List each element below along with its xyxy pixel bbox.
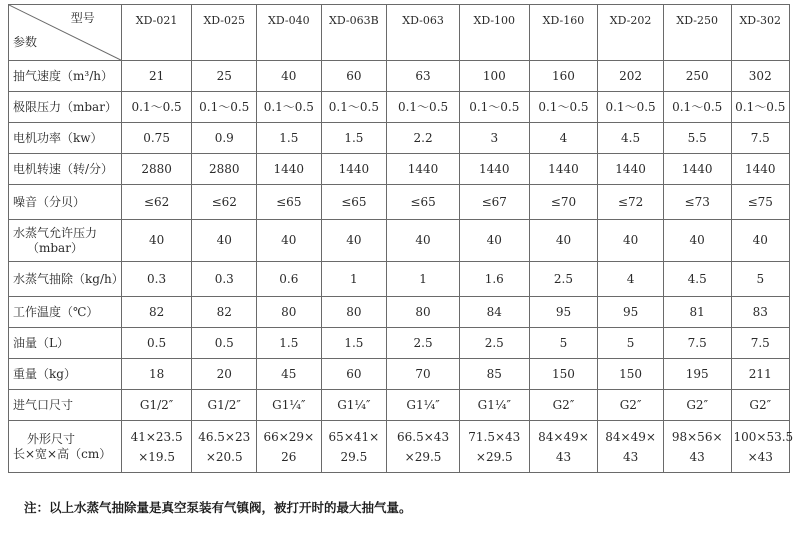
spec-value: 1440	[663, 154, 731, 185]
spec-value: 7.5	[663, 328, 731, 359]
spec-value: 5	[598, 328, 664, 359]
model-header-label: 型号	[70, 11, 95, 25]
dims-value-line: 98×56×	[671, 429, 723, 444]
dims-value-line: 43	[689, 449, 705, 464]
spec-value: 18	[121, 359, 192, 390]
spec-value: 160	[529, 61, 598, 92]
spec-value: 84	[459, 297, 529, 328]
spec-value: 40	[121, 220, 192, 262]
spec-value: 40	[731, 220, 789, 262]
spec-value: 40	[598, 220, 664, 262]
spec-value: ≤73	[663, 185, 731, 220]
spec-value: 1440	[598, 154, 664, 185]
spec-value: 40	[257, 220, 322, 262]
dims-value	[192, 421, 257, 473]
spec-value: 95	[598, 297, 664, 328]
spec-value: 85	[459, 359, 529, 390]
spec-value: 1440	[529, 154, 598, 185]
spec-value: 0.1～0.5	[731, 92, 789, 123]
spec-value: 2.2	[387, 123, 460, 154]
spec-value: 0.1～0.5	[387, 92, 460, 123]
dims-value-line: 43	[622, 449, 639, 464]
spec-row	[9, 123, 790, 154]
spec-value: 2.5	[529, 262, 598, 297]
spec-value: G1¼″	[321, 390, 387, 421]
spec-value: 5	[529, 328, 598, 359]
spec-value: G1¼″	[387, 390, 460, 421]
spec-row	[9, 328, 790, 359]
dims-value	[529, 421, 598, 473]
spec-value: 40	[529, 220, 598, 262]
spec-value: 25	[192, 61, 257, 92]
spec-value: 0.1～0.5	[121, 92, 192, 123]
spec-value: 211	[731, 359, 789, 390]
dims-value-line: ×29.5	[475, 449, 513, 464]
spec-row	[9, 92, 790, 123]
spec-value: 82	[192, 297, 257, 328]
spec-value: G1/2″	[192, 390, 257, 421]
spec-value: G2″	[598, 390, 664, 421]
spec-value: ≤72	[598, 185, 664, 220]
spec-value: 0.1～0.5	[529, 92, 598, 123]
spec-value: 302	[731, 61, 789, 92]
spec-value: 60	[321, 61, 387, 92]
param-label-line: 外形尺寸	[27, 431, 76, 446]
spec-value: 0.1～0.5	[257, 92, 322, 123]
dims-value-line: 66.5×43	[397, 429, 450, 444]
dims-value-line: 29.5	[340, 449, 368, 464]
spec-value: 2880	[192, 154, 257, 185]
model-header: XD-021	[121, 5, 192, 61]
spec-value: 80	[321, 297, 387, 328]
spec-value: 40	[192, 220, 257, 262]
spec-value: 1440	[257, 154, 322, 185]
param-label: 电机转速（转/分）	[9, 154, 122, 185]
spec-value: 40	[459, 220, 529, 262]
spec-value: 63	[387, 61, 460, 92]
spec-value: ≤67	[459, 185, 529, 220]
spec-value: 20	[192, 359, 257, 390]
spec-value: 40	[387, 220, 460, 262]
diagonal-divider	[9, 5, 121, 60]
dims-value-line: 26	[281, 449, 297, 464]
dims-value-line: 71.5×43	[468, 429, 521, 444]
spec-row	[9, 185, 790, 220]
spec-row	[9, 297, 790, 328]
spec-row	[9, 262, 790, 297]
spec-value: 1.6	[459, 262, 529, 297]
param-label: 抽气速度（m³/h）	[9, 61, 122, 92]
spec-value: 1440	[731, 154, 789, 185]
spec-value: 45	[257, 359, 322, 390]
spec-value: 1	[387, 262, 460, 297]
model-header: XD-250	[663, 5, 731, 61]
dims-value	[731, 421, 794, 473]
dims-row	[9, 421, 790, 473]
spec-value: 2880	[121, 154, 192, 185]
spec-value: G2″	[529, 390, 598, 421]
spec-value: 95	[529, 297, 598, 328]
spec-value: 0.5	[121, 328, 192, 359]
dims-value-line: 46.5×23	[198, 429, 251, 444]
footnote: 注：以上水蒸气抽除量是真空泵装有气镇阀，被打开时的最大抽气量。	[24, 500, 412, 515]
spec-value: 80	[257, 297, 322, 328]
spec-value: 0.1～0.5	[598, 92, 664, 123]
spec-value: 195	[663, 359, 731, 390]
spec-value: 83	[731, 297, 789, 328]
model-header: XD-302	[731, 5, 789, 61]
spec-value: 1.5	[257, 328, 322, 359]
spec-value: 1	[321, 262, 387, 297]
spec-value: 0.9	[192, 123, 257, 154]
spec-value: 70	[387, 359, 460, 390]
spec-value: 1.5	[321, 123, 387, 154]
param-label-line: 长×宽×高（cm）	[13, 446, 112, 461]
spec-value: 1440	[387, 154, 460, 185]
spec-value: 150	[598, 359, 664, 390]
spec-value: 4.5	[598, 123, 664, 154]
spec-value: 0.1～0.5	[459, 92, 529, 123]
param-label: 电机功率（kw）	[9, 123, 122, 154]
spec-value: G2″	[731, 390, 789, 421]
dims-value-line: ×43	[747, 449, 773, 464]
spec-value: 40	[663, 220, 731, 262]
dims-value-line: ×19.5	[138, 449, 175, 464]
spec-value: 2.5	[387, 328, 460, 359]
dims-value-line: 65×41×	[328, 429, 380, 444]
model-header: XD-160	[529, 5, 598, 61]
spec-value: 5.5	[663, 123, 731, 154]
param-label: 工作温度（℃）	[9, 297, 122, 328]
param-label: 极限压力（mbar）	[9, 92, 122, 123]
param-header-label: 参数	[13, 35, 38, 49]
param-label: 油量（L）	[9, 328, 122, 359]
spec-value: 40	[257, 61, 322, 92]
spec-value: ≤65	[257, 185, 322, 220]
spec-value: ≤70	[529, 185, 598, 220]
spec-value: 1.5	[257, 123, 322, 154]
header-row	[9, 5, 790, 61]
spec-value: G1¼″	[257, 390, 322, 421]
spec-row	[9, 390, 790, 421]
spec-value: 0.3	[121, 262, 192, 297]
spec-value: 60	[321, 359, 387, 390]
dims-value-line: ×20.5	[205, 449, 243, 464]
spec-value: 3	[459, 123, 529, 154]
spec-value: ≤62	[192, 185, 257, 220]
param-label: 进气口尺寸	[9, 390, 122, 421]
param-label	[9, 220, 122, 262]
model-header: XD-100	[459, 5, 529, 61]
spec-value: 0.6	[257, 262, 322, 297]
spec-row	[9, 220, 790, 262]
model-header: XD-063B	[321, 5, 387, 61]
spec-value: 0.1～0.5	[663, 92, 731, 123]
spec-row	[9, 359, 790, 390]
dims-value-line: 66×29×	[263, 429, 315, 444]
spec-value: 0.5	[192, 328, 257, 359]
model-header: XD-063	[387, 5, 460, 61]
dims-value-line: ×29.5	[404, 449, 442, 464]
spec-value: 7.5	[731, 123, 789, 154]
dims-value	[387, 421, 460, 473]
spec-value: 81	[663, 297, 731, 328]
param-label-line: 水蒸气允许压力	[13, 225, 98, 240]
spec-value: G1/2″	[121, 390, 192, 421]
dims-value	[598, 421, 664, 473]
spec-value: 82	[121, 297, 192, 328]
spec-value: ≤62	[121, 185, 192, 220]
spec-value: 40	[321, 220, 387, 262]
dims-value	[257, 421, 322, 473]
dims-value	[321, 421, 387, 473]
spec-value: 0.75	[121, 123, 192, 154]
spec-value: 80	[387, 297, 460, 328]
spec-value: 150	[529, 359, 598, 390]
dims-value-line: 43	[555, 449, 572, 464]
dims-value	[459, 421, 529, 473]
spec-value: 2.5	[459, 328, 529, 359]
spec-row	[9, 154, 790, 185]
spec-value: 4.5	[663, 262, 731, 297]
spec-value: ≤65	[321, 185, 387, 220]
param-label	[9, 421, 122, 473]
spec-value: 0.1～0.5	[192, 92, 257, 123]
model-header: XD-040	[257, 5, 322, 61]
param-label: 重量（kg）	[9, 359, 122, 390]
spec-value: G2″	[663, 390, 731, 421]
spec-value: 1440	[459, 154, 529, 185]
spec-value: 1440	[321, 154, 387, 185]
dims-value-line: 84×49×	[538, 429, 589, 444]
header-corner-cell	[9, 5, 122, 61]
spec-value: 250	[663, 61, 731, 92]
dims-value	[121, 421, 192, 473]
param-label: 噪音（分贝）	[9, 185, 122, 220]
spec-value: 4	[598, 262, 664, 297]
spec-value: 1.5	[321, 328, 387, 359]
spec-value: 4	[529, 123, 598, 154]
spec-value: 0.3	[192, 262, 257, 297]
spec-value: G1¼″	[459, 390, 529, 421]
spec-value: 0.1～0.5	[321, 92, 387, 123]
spec-value: 202	[598, 61, 664, 92]
spec-row	[9, 61, 790, 92]
model-header: XD-202	[598, 5, 664, 61]
spec-value: ≤65	[387, 185, 460, 220]
spec-value: 7.5	[731, 328, 789, 359]
spec-table	[8, 4, 794, 473]
spec-value: 21	[121, 61, 192, 92]
dims-value-line: 100×53.5	[733, 429, 794, 444]
dims-value-line: 41×23.5	[130, 429, 183, 444]
param-label-line: （mbar）	[27, 240, 83, 255]
param-label: 水蒸气抽除（kg/h）	[9, 262, 122, 297]
model-header: XD-025	[192, 5, 257, 61]
dims-value-line: 84×49×	[605, 429, 656, 444]
dims-value	[663, 421, 731, 473]
spec-value: ≤75	[731, 185, 789, 220]
spec-value: 100	[459, 61, 529, 92]
spec-value: 5	[731, 262, 789, 297]
